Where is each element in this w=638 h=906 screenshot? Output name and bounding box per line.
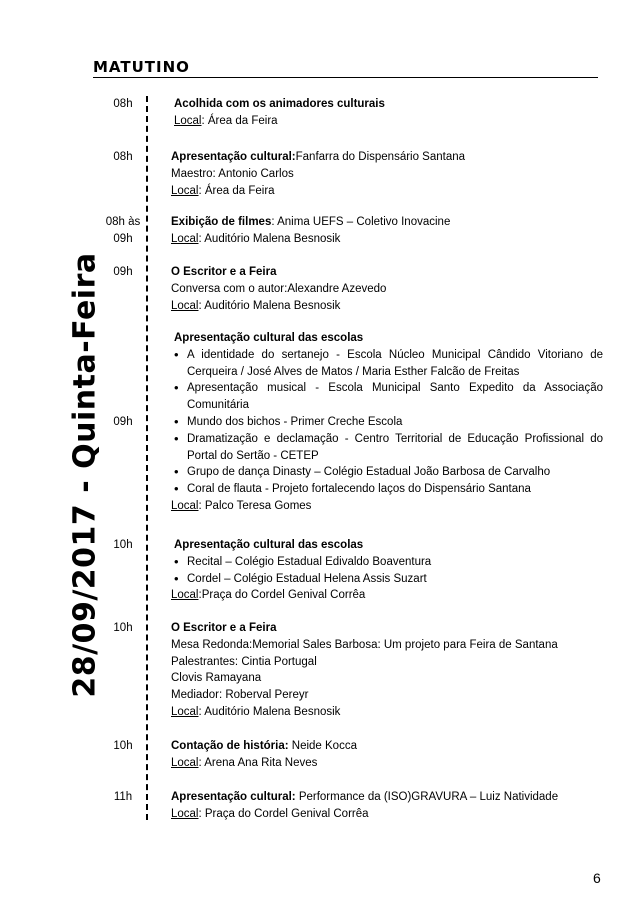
entry-detail: Maestro: Antonio Carlos: [171, 167, 294, 180]
entry-title: Acolhida com os animadores culturais: [174, 98, 385, 110]
entry-location: Local: Arena Ana Rita Neves: [171, 756, 318, 769]
entry-time: 09h: [113, 266, 133, 278]
entry-title: Apresentação cultural:Fanfarra do Dispensário Santana: [171, 151, 466, 163]
list-item: • Apresentação musical - Escola Municipal Santo Expedito da Associação Comunitária: [171, 380, 603, 414]
entry-time: 08h: [113, 151, 133, 163]
entry-location: Local: Auditório Malena Besnosik: [171, 299, 341, 312]
list-item: • Grupo de dança Dinasty – Colégio Estadual João Barbosa de Carvalho: [171, 464, 603, 481]
entry-detail: Mesa Redonda:Memorial Sales Barbosa: Um projeto para Feira de Santana: [171, 638, 558, 651]
entry-title: O Escritor e a Feira: [171, 622, 277, 634]
entry-content: [171, 214, 603, 248]
entry-time: 09h: [113, 416, 133, 428]
list-item: • Coral de flauta - Projeto fortalecendo laços do Dispensário Santana: [171, 481, 603, 498]
list-item: • Mundo dos bichos - Primer Creche Escola: [171, 414, 603, 431]
entry-detail: Conversa com o autor:Alexandre Azevedo: [171, 282, 387, 295]
entry-location: Local: Praça do Cordel Genival Corrêa: [171, 807, 369, 820]
entry-time: 11h: [113, 791, 133, 803]
entry-location: Local: Auditório Malena Besnosik: [171, 705, 341, 718]
entry-location: Local: Área da Feira: [171, 184, 275, 197]
list-item: • A identidade do sertanejo - Escola Núcleo Municipal Cândido Vitoriano de Cerqueira / José Alves de Matos / Maria Esther Falcão de Freitas: [171, 347, 603, 381]
entry-content: [171, 738, 603, 772]
entry-content: [171, 149, 603, 199]
school-performances-list: [171, 347, 603, 498]
entry-content: [171, 620, 603, 721]
entry-detail: Clovis Ramayana: [171, 672, 262, 685]
entry-time: 10h: [113, 539, 133, 551]
dashed-timeline-divider: [146, 96, 148, 820]
entry-location: Local: Palco Teresa Gomes: [171, 499, 312, 512]
entry-content: [171, 330, 603, 515]
entry-time: 08h: [113, 98, 133, 110]
entry-title: Apresentação cultural das escolas: [174, 539, 364, 551]
entry-detail: Mediador: Roberval Pereyr: [171, 689, 309, 702]
entry-title: Exibição de filmes: Anima UEFS – Coletivo Inovacine: [171, 216, 451, 228]
list-item: • Dramatização e declamação - Centro Territorial de Educação Profissional do Portal do Sertão - CETEP: [171, 431, 603, 465]
school-performances-list: [171, 554, 603, 588]
entry-title: Contação de história: Neide Kocca: [171, 740, 357, 752]
section-title: MATUTINO: [93, 58, 598, 78]
entry-location: Local:Praça do Cordel Genival Corrêa: [171, 589, 366, 602]
entry-location: Local: Auditório Malena Besnosik: [171, 232, 341, 245]
entry-content: [171, 264, 603, 314]
list-item: • Cordel – Colégio Estadual Helena Assis Suzart: [171, 571, 603, 588]
entry-detail: Palestrantes: Cintia Portugal: [171, 655, 317, 668]
entry-title: Apresentação cultural das escolas: [174, 332, 364, 344]
entry-title: Apresentação cultural: Performance da (ISO)GRAVURA – Luiz Natividade: [171, 791, 559, 803]
entry-location: Local: Área da Feira: [174, 114, 278, 127]
entry-title: O Escritor e a Feira: [171, 266, 277, 278]
entry-time: 08h às 09h: [105, 216, 141, 245]
entry-time: 10h: [113, 740, 133, 752]
vertical-date-label: 28/09/2017 - Quinta-Feira: [67, 252, 103, 698]
entry-content: [171, 789, 603, 823]
entry-content: [171, 96, 606, 130]
list-item: • Recital – Colégio Estadual Edivaldo Boaventura: [171, 554, 603, 571]
entry-content: [171, 537, 603, 604]
page-number: 6: [593, 870, 601, 886]
entry-time: 10h: [113, 622, 133, 634]
